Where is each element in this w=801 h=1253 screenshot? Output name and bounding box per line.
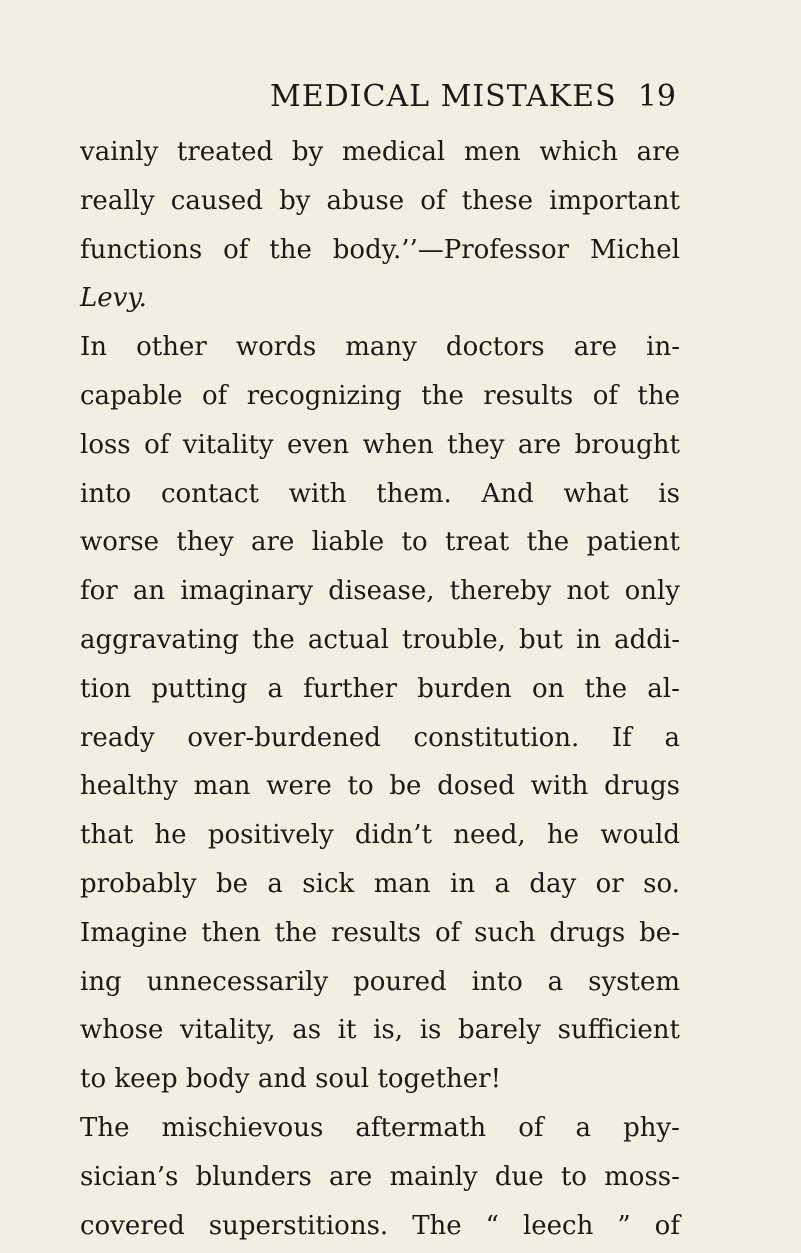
word: of bbox=[201, 380, 228, 411]
word: results bbox=[331, 917, 422, 948]
word: on bbox=[531, 673, 565, 704]
word: for bbox=[80, 576, 118, 607]
text-line bbox=[80, 1006, 680, 1055]
word: a bbox=[494, 868, 510, 899]
word: soul bbox=[315, 1064, 370, 1095]
word: the bbox=[274, 917, 318, 948]
word: thereby bbox=[449, 576, 552, 607]
word: further bbox=[303, 673, 398, 704]
word: vainly bbox=[80, 137, 159, 167]
text-line bbox=[80, 1153, 680, 1202]
word: and bbox=[257, 1064, 307, 1095]
word: probably bbox=[80, 868, 197, 899]
word: is, bbox=[373, 1015, 404, 1046]
word: constitution. bbox=[413, 722, 580, 753]
text-line bbox=[80, 567, 680, 616]
word: a bbox=[664, 722, 680, 753]
word: system bbox=[588, 966, 680, 997]
text-line bbox=[80, 470, 680, 519]
word: to bbox=[80, 1064, 107, 1095]
word: when bbox=[362, 429, 434, 460]
word: the bbox=[526, 527, 570, 558]
word: treated bbox=[176, 137, 274, 167]
text-line bbox=[80, 1202, 680, 1251]
word: day bbox=[529, 868, 577, 899]
word: body bbox=[185, 1064, 250, 1095]
word: drugs bbox=[604, 771, 680, 802]
word: And bbox=[481, 478, 534, 509]
text-line bbox=[80, 909, 680, 958]
word: of bbox=[144, 429, 170, 460]
word: ” bbox=[617, 1210, 631, 1241]
word: are bbox=[573, 332, 618, 363]
word: vitality bbox=[182, 429, 274, 460]
word: such bbox=[474, 917, 536, 948]
text-line bbox=[80, 372, 680, 421]
word: abuse bbox=[326, 185, 405, 216]
word: to bbox=[347, 771, 374, 802]
word: man bbox=[193, 771, 251, 802]
word: is bbox=[658, 478, 680, 509]
word: the bbox=[252, 624, 295, 655]
word: contact bbox=[160, 478, 259, 509]
word: they bbox=[447, 429, 505, 460]
word: men bbox=[463, 137, 521, 167]
word: mainly bbox=[389, 1161, 478, 1192]
word: putting bbox=[151, 673, 248, 704]
word: other bbox=[136, 332, 207, 363]
running-head bbox=[0, 72, 801, 122]
text-line bbox=[80, 958, 680, 1007]
word: addi- bbox=[614, 624, 680, 655]
word: they bbox=[176, 527, 234, 558]
word: into bbox=[80, 478, 132, 509]
word: Imagine bbox=[80, 917, 188, 948]
word: of bbox=[420, 185, 446, 216]
word: poured bbox=[353, 966, 447, 997]
running-title: MEDICAL MISTAKES bbox=[270, 79, 617, 114]
word: trouble, bbox=[402, 624, 506, 655]
word: dosed bbox=[437, 771, 515, 802]
word: unnecessarily bbox=[146, 966, 329, 997]
word: so. bbox=[643, 868, 680, 899]
word: many bbox=[345, 332, 417, 363]
word: tion bbox=[80, 673, 132, 704]
word: al- bbox=[647, 673, 680, 704]
word: but bbox=[519, 624, 563, 655]
word: disease, bbox=[328, 576, 435, 607]
word: be bbox=[389, 771, 422, 802]
word: are bbox=[636, 137, 680, 167]
word: ready bbox=[80, 722, 155, 753]
word: he bbox=[546, 820, 580, 851]
word: are bbox=[517, 429, 562, 460]
body-text bbox=[80, 128, 680, 1250]
word: in bbox=[450, 868, 476, 899]
word: loss bbox=[80, 429, 131, 460]
word: Michel bbox=[590, 234, 680, 265]
word: due bbox=[494, 1161, 544, 1192]
word: burden bbox=[417, 673, 512, 704]
word: caused bbox=[170, 185, 263, 216]
word: patient bbox=[586, 527, 680, 558]
word: the bbox=[637, 380, 680, 411]
word: a bbox=[267, 868, 283, 899]
text-line bbox=[80, 421, 680, 470]
word: of bbox=[223, 234, 249, 265]
word: blunders bbox=[195, 1161, 312, 1192]
word: sufficient bbox=[557, 1015, 680, 1046]
word: really bbox=[80, 185, 155, 216]
word: vitality, bbox=[180, 1015, 276, 1046]
word: by bbox=[279, 185, 311, 216]
text-line bbox=[80, 177, 680, 226]
word: important bbox=[549, 185, 680, 216]
word: Levy. bbox=[80, 283, 147, 314]
word: together! bbox=[377, 1064, 502, 1095]
text-line bbox=[80, 128, 680, 177]
text-line bbox=[80, 274, 680, 323]
word: mischievous bbox=[161, 1112, 324, 1143]
word: didn’t bbox=[354, 820, 432, 851]
word: of bbox=[434, 917, 461, 948]
text-line bbox=[80, 665, 680, 714]
word: barely bbox=[458, 1015, 541, 1046]
word: in- bbox=[646, 332, 680, 363]
page-number: 19 bbox=[637, 79, 676, 114]
word: in bbox=[575, 624, 601, 655]
word: the bbox=[584, 673, 628, 704]
word: imaginary bbox=[180, 576, 314, 607]
text-line bbox=[80, 226, 680, 275]
word: would bbox=[600, 820, 680, 851]
word: to bbox=[401, 527, 428, 558]
word: keep bbox=[114, 1064, 178, 1095]
word: as bbox=[292, 1015, 322, 1046]
word: that bbox=[80, 820, 134, 851]
word: a bbox=[267, 673, 284, 704]
text-line bbox=[80, 811, 680, 860]
word: liable bbox=[311, 527, 385, 558]
text-line bbox=[80, 518, 680, 567]
word: aggravating bbox=[80, 624, 240, 655]
word: them. bbox=[376, 478, 452, 509]
word: sick bbox=[302, 868, 355, 899]
word: even bbox=[286, 429, 350, 460]
word: then bbox=[201, 917, 261, 948]
word: leech bbox=[522, 1210, 594, 1241]
word: results bbox=[483, 380, 574, 411]
word: not bbox=[566, 576, 610, 607]
word: functions bbox=[80, 234, 203, 265]
word: phy- bbox=[623, 1112, 680, 1143]
word: be- bbox=[639, 917, 680, 948]
text-line bbox=[80, 323, 680, 372]
text-line bbox=[80, 1055, 680, 1104]
word: the bbox=[421, 380, 464, 411]
word: he bbox=[154, 820, 187, 851]
word: a bbox=[575, 1112, 592, 1143]
word: covered bbox=[80, 1210, 185, 1241]
word: “ bbox=[485, 1210, 499, 1241]
word: If bbox=[611, 722, 632, 753]
word: The bbox=[412, 1210, 462, 1241]
word: only bbox=[624, 576, 680, 607]
text-line bbox=[80, 762, 680, 811]
word: what bbox=[563, 478, 629, 509]
word: sician’s bbox=[80, 1161, 179, 1192]
word: with bbox=[288, 478, 347, 509]
word: an bbox=[132, 576, 166, 607]
word: aftermath bbox=[355, 1112, 487, 1143]
word: of bbox=[518, 1112, 544, 1143]
text-line bbox=[80, 714, 680, 763]
word: of bbox=[654, 1210, 680, 1241]
text-line bbox=[80, 616, 680, 665]
word: actual bbox=[307, 624, 389, 655]
word: the bbox=[269, 234, 312, 265]
word: were bbox=[266, 771, 332, 802]
word: moss- bbox=[604, 1161, 680, 1192]
word: positively bbox=[207, 820, 334, 851]
word: recognizing bbox=[246, 380, 402, 411]
word: are bbox=[329, 1161, 373, 1192]
word: is bbox=[419, 1015, 442, 1046]
word: medical bbox=[341, 137, 446, 167]
word: superstitions. bbox=[208, 1210, 389, 1241]
word: words bbox=[235, 332, 317, 363]
text-line bbox=[80, 860, 680, 909]
word: The bbox=[80, 1112, 130, 1143]
word: with bbox=[530, 771, 589, 802]
word: which bbox=[539, 137, 618, 167]
word: by bbox=[291, 137, 324, 167]
word: a bbox=[547, 966, 564, 997]
word: are bbox=[251, 527, 295, 558]
word: need, bbox=[453, 820, 526, 851]
word: In bbox=[80, 332, 108, 363]
word: these bbox=[461, 185, 534, 216]
word: healthy bbox=[80, 771, 178, 802]
word: man bbox=[373, 868, 431, 899]
word: into bbox=[471, 966, 523, 997]
word: worse bbox=[80, 527, 160, 558]
word: capable bbox=[80, 380, 183, 411]
word: over-burdened bbox=[187, 722, 381, 753]
word: treat bbox=[445, 527, 510, 558]
text-line bbox=[80, 1104, 680, 1153]
word: it bbox=[337, 1015, 357, 1046]
word: brought bbox=[574, 429, 680, 460]
word: doctors bbox=[445, 332, 545, 363]
word: be bbox=[215, 868, 248, 899]
word: of bbox=[592, 380, 618, 411]
word: drugs bbox=[549, 917, 626, 948]
word: or bbox=[595, 868, 624, 899]
word: ing bbox=[80, 966, 122, 997]
word: body.’’—Professor bbox=[332, 234, 570, 265]
word: to bbox=[560, 1161, 587, 1192]
word: whose bbox=[80, 1015, 164, 1046]
